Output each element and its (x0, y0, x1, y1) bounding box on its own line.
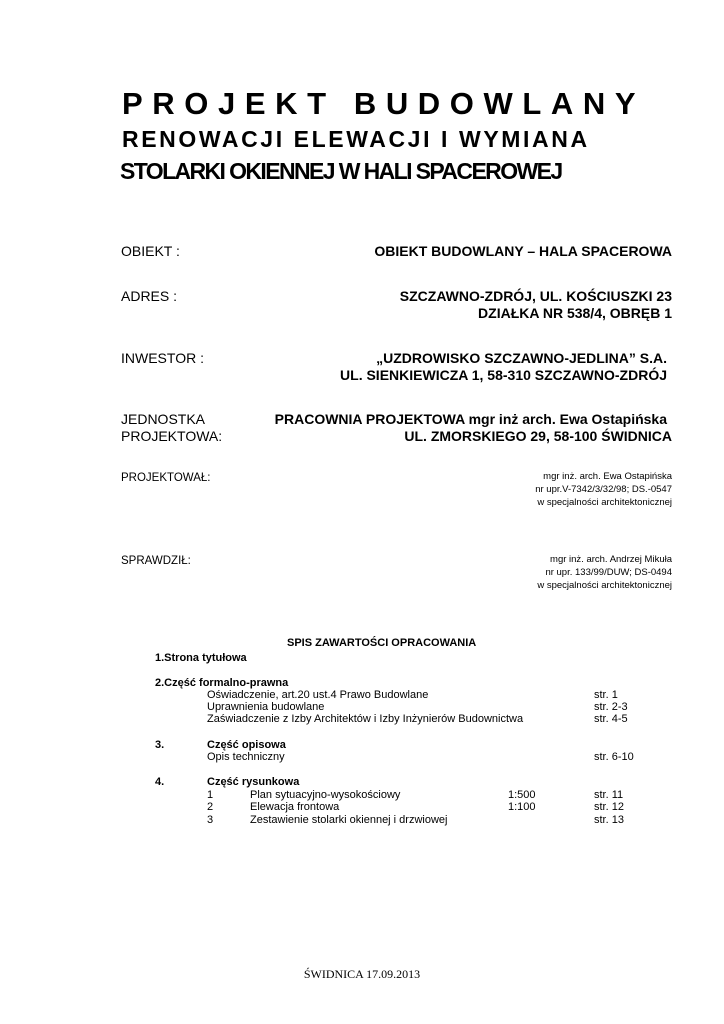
title-line-1: PROJEKT BUDOWLANY (122, 86, 646, 121)
jednostka-label-2: PROJEKTOWA: (121, 428, 223, 444)
toc-item-page: str. 11 (594, 789, 624, 801)
obiekt-label: OBIEKT : (121, 243, 180, 259)
toc-item-scale: 1:500 (508, 789, 536, 801)
toc-item-text: Elewacja frontowa (250, 801, 340, 813)
footer-place-date: ŚWIDNICA 17.09.2013 (303, 967, 421, 981)
adres-label: ADRES : (121, 288, 178, 304)
toc-item-page: str. 1 (594, 689, 618, 701)
toc-item-num: 1 (207, 789, 214, 801)
projektowal-name: mgr inż. arch. Ewa Ostapińska (543, 471, 672, 482)
sprawdzil-license: nr upr. 133/99/DUW; DS-0494 (545, 567, 672, 578)
adres-value-1: SZCZAWNO-ZDRÓJ, UL. KOŚCIUSZKI 23 (399, 288, 672, 304)
projektowal-label: PROJEKTOWAŁ: (121, 472, 211, 484)
toc-item-text: Oświadczenie, art.20 ust.4 Prawo Budowlane (207, 689, 429, 701)
adres-value-2: DZIAŁKA NR 538/4, OBRĘB 1 (478, 305, 672, 321)
toc-section-4-num: 4. (155, 776, 165, 788)
toc-section-2: 2.Część formalno-prawna (155, 677, 289, 689)
toc-item-page: str. 12 (594, 801, 624, 813)
toc-item-text: Zaświadczenie z Izby Architektów i Izby Inżynierów Budownictwa (207, 713, 524, 725)
toc-item-num: 3 (207, 814, 214, 826)
title-line-3: STOLARKI OKIENNEJ W HALI SPACEROWEJ (120, 158, 562, 184)
toc-item-text: Uprawnienia budowlane (207, 701, 325, 713)
toc-item-text: Zestawienie stolarki okiennej i drzwiowej (250, 814, 448, 826)
sprawdzil-name: mgr inż. arch. Andrzej Mikuła (550, 554, 672, 565)
toc-item-scale: 1:100 (508, 801, 536, 813)
toc-section-1: 1.Strona tytułowa (155, 652, 247, 664)
inwestor-label: INWESTOR : (121, 350, 204, 366)
toc-section-4: Część rysunkowa (207, 776, 300, 788)
toc-section-3-num: 3. (155, 739, 165, 751)
sprawdzil-label: SPRAWDZIŁ: (121, 555, 191, 567)
projektowal-license: nr upr.V-7342/3/32/98; DS.-0547 (535, 484, 672, 495)
jednostka-label-1: JEDNOSTKA (121, 411, 206, 427)
toc-item-text: Opis techniczny (207, 751, 285, 763)
toc-item-num: 2 (207, 801, 214, 813)
projektowal-specialty: w specjalności architektonicznej (537, 497, 672, 508)
toc-item-page: str. 2-3 (594, 701, 628, 713)
inwestor-value-2: UL. SIENKIEWICZA 1, 58-310 SZCZAWNO-ZDRÓJ (340, 367, 667, 383)
toc-section-3: Część opisowa (207, 739, 286, 751)
title-line-2: RENOWACJI ELEWACJI I WYMIANA (122, 126, 590, 152)
inwestor-value-1: „UZDROWISKO SZCZAWNO-JEDLINA” S.A. (376, 350, 667, 366)
toc-item-text: Plan sytuacyjno-wysokościowy (250, 789, 401, 801)
sprawdzil-block (537, 553, 672, 592)
toc-item-page: str. 13 (594, 814, 624, 826)
sprawdzil-specialty: w specjalności architektonicznej (537, 580, 672, 591)
toc-item-page: str. 6-10 (594, 751, 634, 763)
jednostka-value-1: PRACOWNIA PROJEKTOWA mgr inż arch. Ewa Ostapińska (274, 411, 667, 427)
obiekt-value: OBIEKT BUDOWLANY – HALA SPACEROWA (374, 243, 672, 259)
toc-heading: SPIS ZAWARTOŚCI OPRACOWANIA (287, 637, 477, 649)
projektowal-block (535, 470, 672, 509)
toc-item-page: str. 4-5 (594, 713, 628, 725)
jednostka-value-2: UL. ZMORSKIEGO 29, 58-100 ŚWIDNICA (404, 428, 672, 444)
